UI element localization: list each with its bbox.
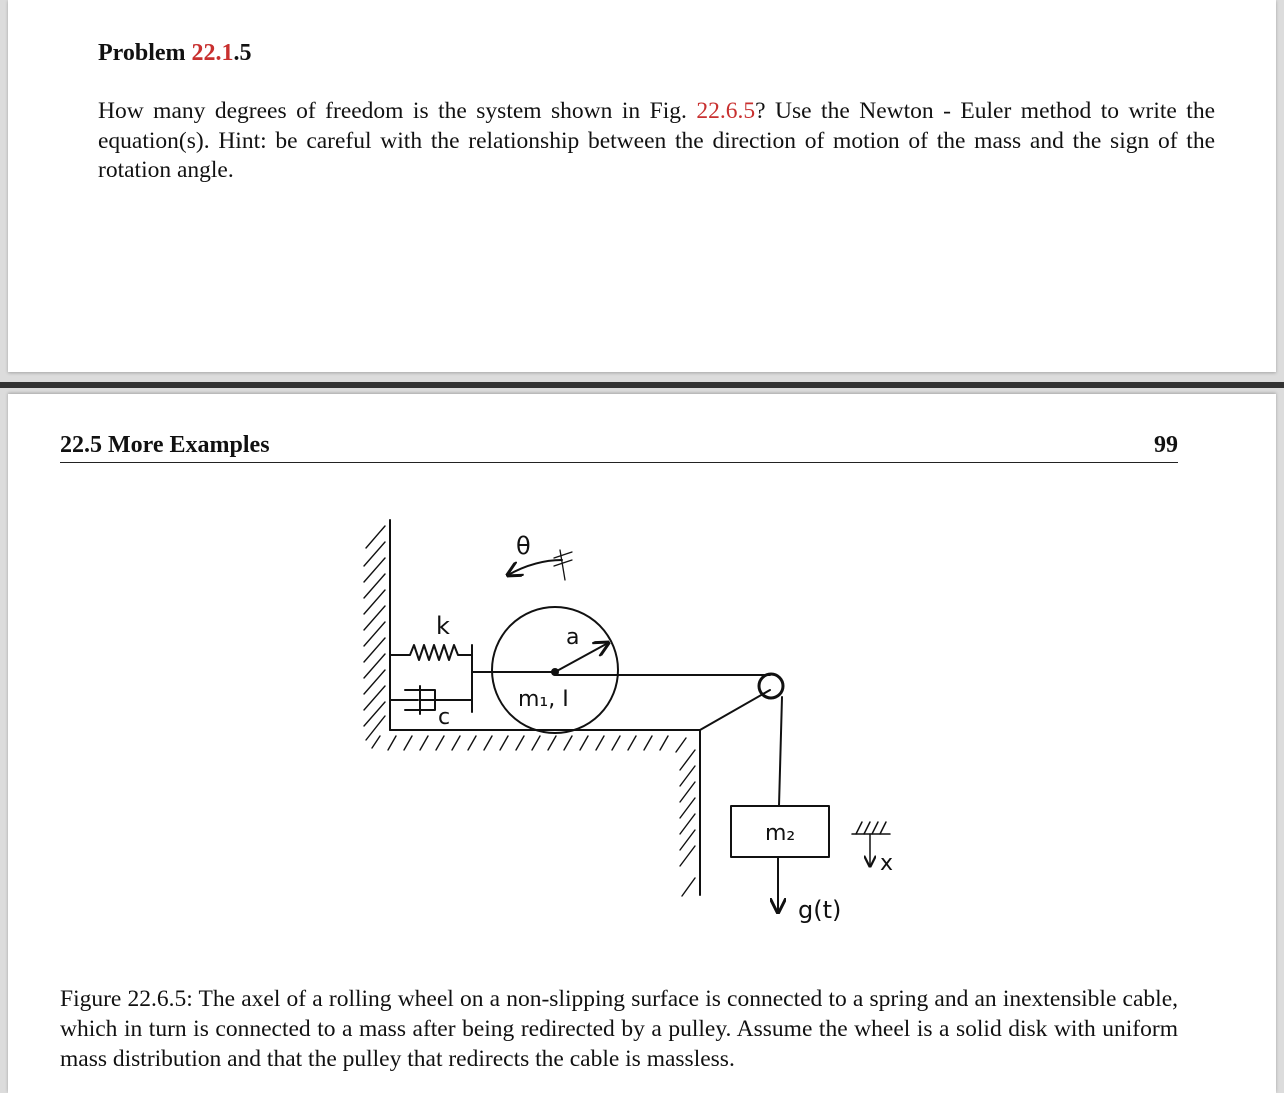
mass-label: m₂ xyxy=(765,821,796,846)
damper-label: c xyxy=(438,705,451,730)
ledge-hatching xyxy=(680,750,695,896)
figure-caption xyxy=(60,984,1178,1074)
left-wall-hatching xyxy=(364,526,385,740)
mechanical-system-figure xyxy=(330,505,930,955)
problem-number-suffix: .5 xyxy=(233,40,252,66)
caption-text: The axel of a rolling wheel on a non-slipping surface is connected to a spring and an inextensible cable, which in turn is connected to a mass after being redirected by a pulley. Assume the wheel is a solid disk with uniform mass distribution and that the pulley that redirects the cable is massless. xyxy=(60,986,1178,1072)
cable-vertical xyxy=(779,697,782,806)
problem-text-after: ? Use the Newton - Euler method to write the equation(s). Hint: be careful with the relationship between the direction of motion of the mass and the sign of the rotation angle. xyxy=(98,98,1215,183)
spring xyxy=(390,645,472,660)
problem-heading xyxy=(98,40,252,67)
problem-text-before: How many degrees of freedom is the system shown in Fig. xyxy=(98,98,687,124)
x-label: x xyxy=(880,851,894,876)
page-number: 99 xyxy=(1154,432,1178,458)
section-header xyxy=(60,432,1178,463)
problem-text xyxy=(98,97,1215,186)
floor-hatching xyxy=(372,736,686,752)
section-title: 22.5 More Examples xyxy=(60,432,270,458)
pulley xyxy=(759,674,783,698)
cable-diagonal xyxy=(700,690,770,730)
theta-arrow xyxy=(508,560,562,575)
force-label: g(t) xyxy=(798,896,842,924)
problem-label: Problem xyxy=(98,40,186,66)
problem-number-link[interactable]: 22.1 xyxy=(191,40,234,66)
figure-ref-link[interactable]: 22.6.5 xyxy=(696,98,756,124)
damper xyxy=(390,686,472,714)
page-divider xyxy=(0,382,1284,388)
radius-arrow xyxy=(555,643,608,672)
wheel-label: m₁, I xyxy=(518,687,569,712)
caption-label: Figure 22.6.5: xyxy=(60,986,193,1012)
radius-label: a xyxy=(566,625,580,650)
spring-label: k xyxy=(436,612,450,640)
page-top xyxy=(8,0,1276,372)
theta-label: θ xyxy=(516,532,531,560)
